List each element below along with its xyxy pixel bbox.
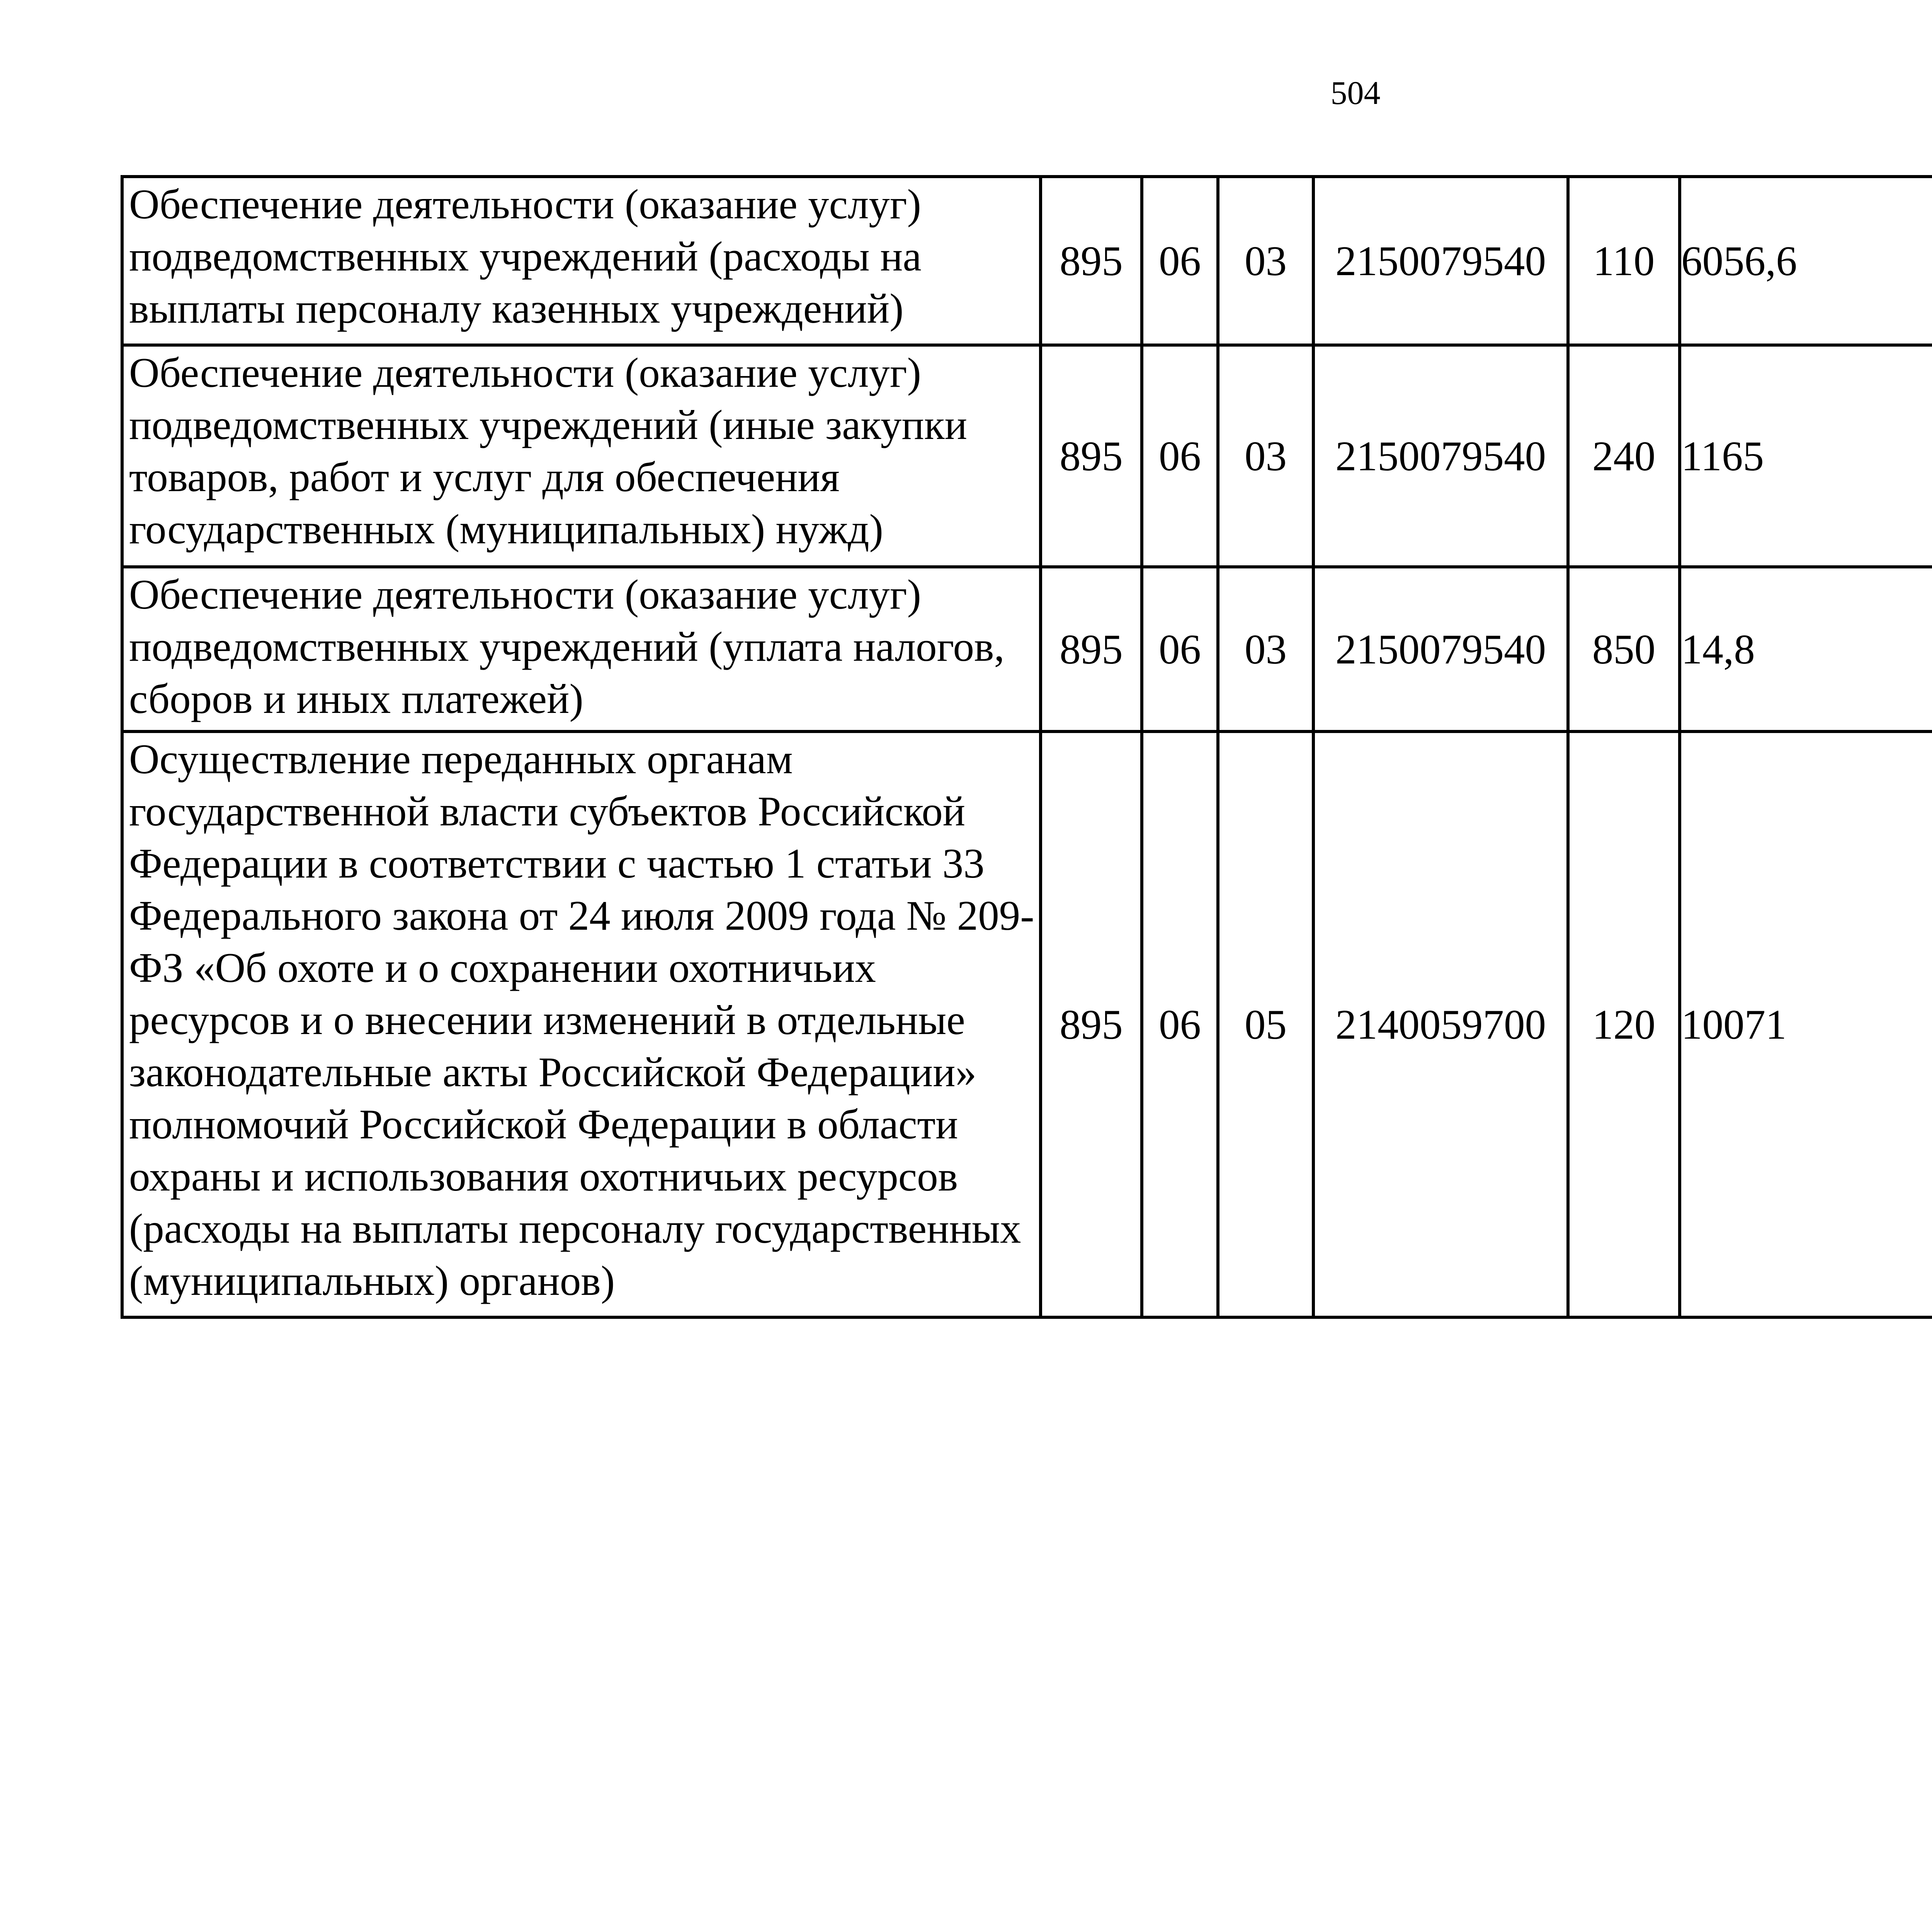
target-code: 2150079540	[1313, 177, 1568, 345]
target-code: 2140059700	[1313, 731, 1568, 1317]
subsection-code: 05	[1218, 731, 1313, 1317]
description-line: государственной власти субъектов Российской	[129, 788, 966, 835]
expense-type-code: 110	[1568, 177, 1680, 345]
subsection-code: 03	[1218, 177, 1313, 345]
section-code: 06	[1142, 567, 1218, 731]
description-line: Обеспечение деятельности (оказание услуг)	[129, 181, 921, 228]
amount-1: 6056,6	[1680, 177, 1932, 345]
description-line: товаров, работ и услуг для обеспечения	[129, 454, 840, 500]
ministry-code: 895	[1041, 731, 1142, 1317]
section-code: 06	[1142, 345, 1218, 567]
description-line: ФЗ «Об охоте и о сохранении охотничьих	[129, 944, 876, 991]
ministry-code: 895	[1041, 567, 1142, 731]
description-line: (расходы на выплаты персоналу государственных	[129, 1205, 1021, 1252]
subsection-code: 03	[1218, 567, 1313, 731]
row-description	[122, 345, 1041, 567]
page-number: 504	[1330, 74, 1381, 111]
ministry-code: 895	[1041, 177, 1142, 345]
budget-table	[121, 175, 1932, 1319]
description-line: охраны и использования охотничьих ресурсов	[129, 1153, 958, 1200]
description-line: государственных (муниципальных) нужд)	[129, 506, 883, 553]
ministry-code: 895	[1041, 345, 1142, 567]
description-line: Обеспечение деятельности (оказание услуг)	[129, 349, 921, 396]
subsection-code: 03	[1218, 345, 1313, 567]
table-row	[122, 177, 1932, 345]
expense-type-code: 120	[1568, 731, 1680, 1317]
target-code: 2150079540	[1313, 567, 1568, 731]
amount-1: 10071	[1680, 731, 1932, 1317]
description-line: Обеспечение деятельности (оказание услуг)	[129, 571, 921, 618]
expense-type-code: 240	[1568, 345, 1680, 567]
description-line: ресурсов и о внесении изменений в отдельные	[129, 997, 965, 1043]
description-line: сборов и иных платежей)	[129, 675, 583, 722]
table-row	[122, 731, 1932, 1317]
target-code: 2150079540	[1313, 345, 1568, 567]
description-line: Осуществление переданных органам	[129, 736, 793, 782]
section-code: 06	[1142, 177, 1218, 345]
row-description	[122, 567, 1041, 731]
description-line: Федерации в соответствии с частью 1 статьи 33	[129, 840, 985, 887]
expense-type-code: 850	[1568, 567, 1680, 731]
description-line: выплаты персоналу казенных учреждений)	[129, 285, 904, 332]
row-description	[122, 177, 1041, 345]
table-row	[122, 345, 1932, 567]
description-line: (муниципальных) органов)	[129, 1257, 615, 1304]
description-line: полномочий Российской Федерации в области	[129, 1101, 958, 1148]
description-line: законодательные акты Российской Федерации»	[129, 1049, 977, 1095]
amount-1: 1165	[1680, 345, 1932, 567]
description-line: Федерального закона от 24 июля 2009 года № 209-	[129, 892, 1034, 939]
amount-1: 14,8	[1680, 567, 1932, 731]
description-line: подведомственных учреждений (уплата налогов,	[129, 623, 1005, 670]
section-code: 06	[1142, 731, 1218, 1317]
row-description	[122, 731, 1041, 1317]
table-row	[122, 567, 1932, 731]
description-line: подведомственных учреждений (иные закупки	[129, 401, 968, 448]
description-line: подведомственных учреждений (расходы на	[129, 233, 922, 280]
